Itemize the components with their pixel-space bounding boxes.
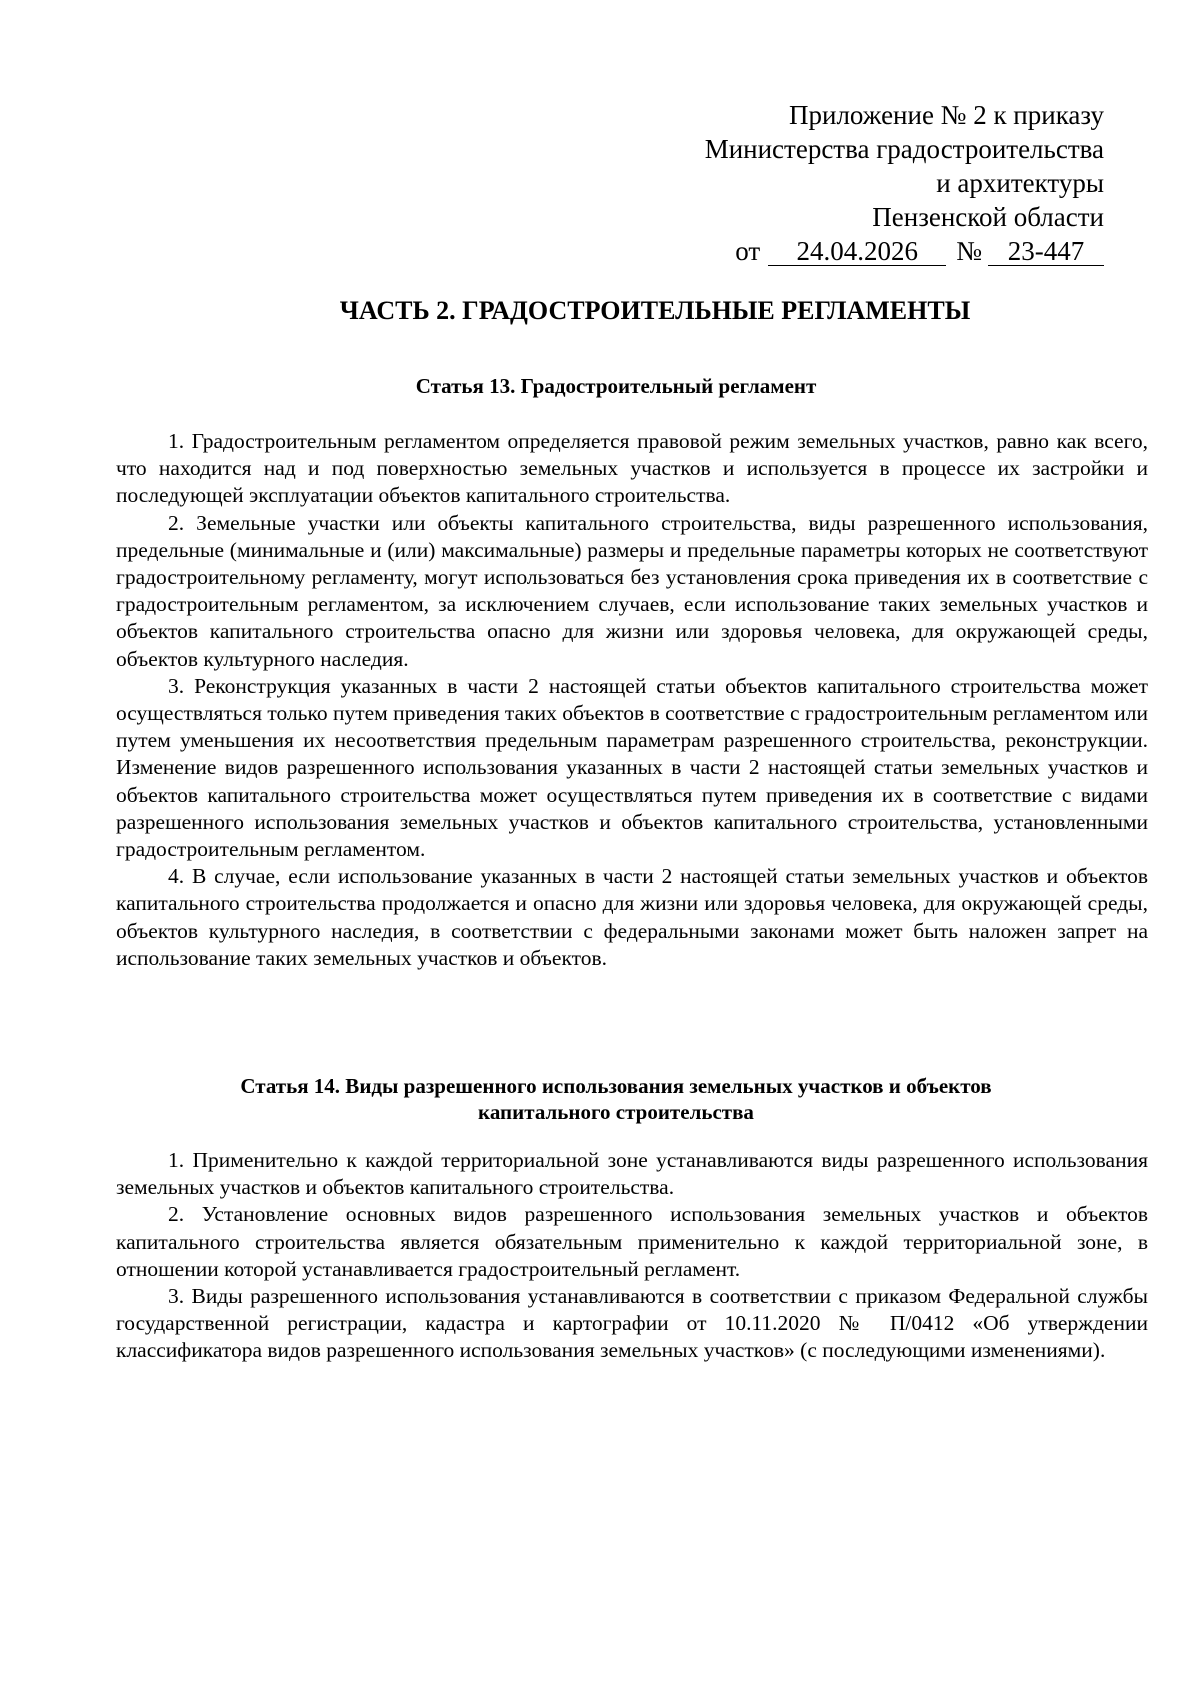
appendix-header [504,98,1104,268]
article-14-title-line-1: Статья 14. Виды разрешенного использования земельных участков и объектов [240,1074,992,1098]
number-label: № [956,236,982,266]
article-13-paragraph-4: 4. В случае, если использование указанных в части 2 настоящей статьи земельных участков и объектов капитального строительства продолжается и опасно для жизни или здоровья человека, для окружающей среды, объектов культурного наследия, в соответствии с федеральными законами может быть наложен запрет на использование таких земельных участков и объектов. [116,864,1148,970]
article-14-body [116,1147,1148,1365]
article-14-paragraph-1: 1. Применительно к каждой территориальной зоне устанавливаются виды разрешенного использования земельных участков и объектов капитального строительства. [116,1148,1148,1200]
order-number: 23-447 [988,237,1104,266]
article-13-paragraph-1: 1. Градостроительным регламентом определяется правовой режим земельных участков, равно как всего, что находится над и под поверхностью земельных участков и используется в процессе их застройки и последующей эксплуатации объектов капитального строительства. [116,429,1148,508]
article-14-title-line-2: капитального строительства [478,1100,754,1124]
article-13-paragraph-3: 3. Реконструкция указанных в части 2 настоящей статьи объектов капитального строительства может осуществляться только путем приведения таких объектов в соответствие с градостроительным регламентом или путем уменьшения их несоответствия предельным параметрам разрешенного строительства, реконструкции. Изменение видов разрешенного использования указанных в части 2 настоящей статьи земельных участков и объектов капитального строительства может осуществляться путем приведения их в соответствие с видами разрешенного использования земельных участков и объектов капитального строительства, установленными градостроительным регламентом. [116,673,1148,862]
order-date-line [504,234,1104,268]
appendix-line-2: Министерства градостроительства [704,134,1104,164]
date-prefix: от [735,236,761,266]
article-13-title: Статья 13. Градостроительный регламент [415,374,817,398]
part-title: ЧАСТЬ 2. ГРАДОСТРОИТЕЛЬНЫЕ РЕГЛАМЕНТЫ [339,296,971,325]
article-13-body [116,428,1148,972]
order-date: 24.04.2026 [768,237,946,266]
article-13-paragraph-2: 2. Земельные участки или объекты капитального строительства, виды разрешенного использования, предельные (минимальные и (или) максимальные) размеры и предельные параметры которых не соответствуют градостроительному регламенту, могут использоваться без установления срока приведения их в соответствие с градостроительным регламентом, за исключением случаев, если использование таких земельных участков и объектов капитального строительства опасно для жизни или здоровья человека, для окружающей среды, объектов культурного наследия. [116,510,1148,671]
article-14-paragraph-3: 3. Виды разрешенного использования устанавливаются в соответствии с приказом Федеральной службы государственной регистрации, кадастра и картографии от 10.11.2020 № П/0412 «Об утверждении классификатора видов разрешенного использования земельных участков» (с последующими изменениями). [116,1284,1148,1363]
appendix-line-3: и архитектуры [936,168,1104,198]
article-14-paragraph-2: 2. Установление основных видов разрешенного использования земельных участков и объектов капитального строительства является обязательным применительно к каждой территориальной зоне, в отношении которой устанавливается градостроительный регламент. [116,1202,1148,1281]
appendix-line-4: Пензенской области [872,202,1104,232]
article-14-title [116,1073,1116,1125]
appendix-line-1: Приложение № 2 к приказу [789,100,1104,130]
